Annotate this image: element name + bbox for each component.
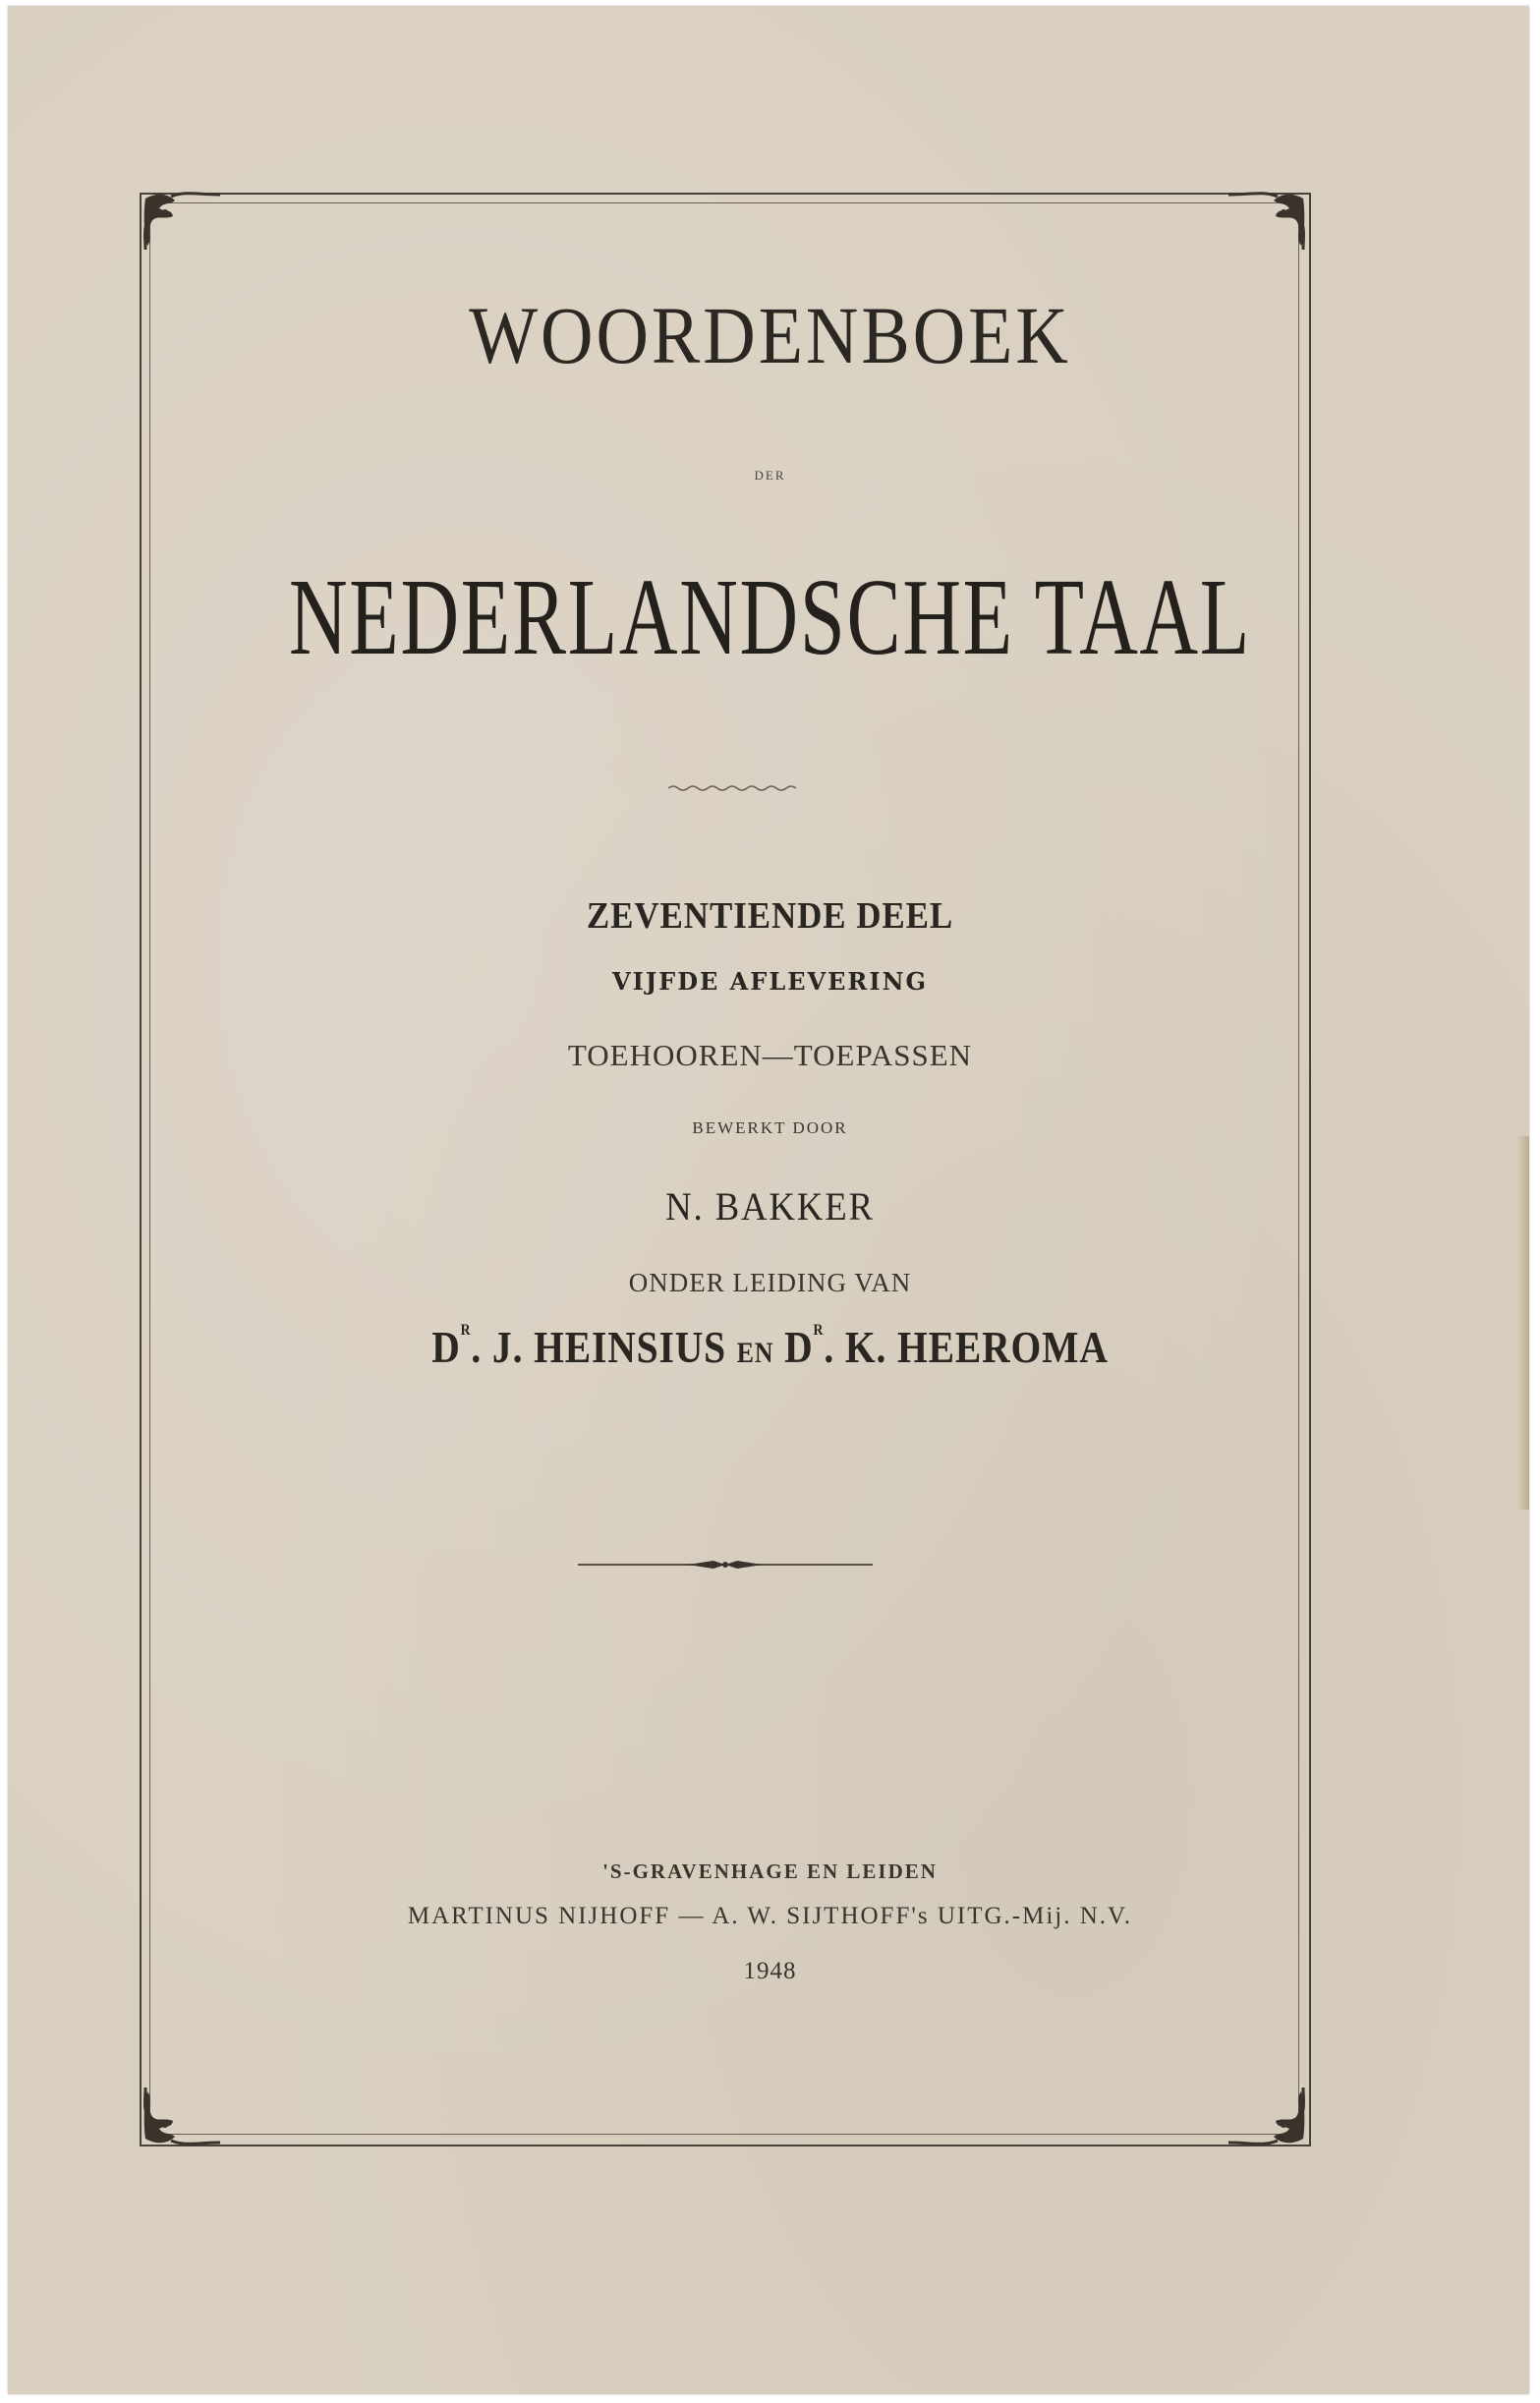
corner-ornament-top-left bbox=[142, 191, 222, 250]
corner-ornament-bottom-right bbox=[1226, 2088, 1307, 2146]
editor-1-name: . J. HEINSIUS bbox=[471, 1322, 727, 1372]
imprint-place: 'S-GRAVENHAGE EN LEIDEN bbox=[602, 1859, 938, 1883]
supervision-label: ONDER LEIDING VAN bbox=[628, 1268, 912, 1297]
editor-2-title: D bbox=[784, 1322, 814, 1372]
editor-1-title-suffix: R bbox=[460, 1322, 472, 1339]
title-connector: DER bbox=[754, 468, 786, 483]
divider-ornament bbox=[578, 1553, 873, 1576]
corner-ornament-bottom-left bbox=[142, 2088, 222, 2146]
editors-conjunction: EN bbox=[736, 1337, 774, 1369]
imprint-publishers: MARTINUS NIJHOFF — A. W. SIJTHOFF's UITG.-Mij. N.V. bbox=[407, 1903, 1133, 1929]
torn-page-edge bbox=[1515, 1136, 1529, 1510]
page-border-inner bbox=[149, 202, 1299, 2135]
editor-2-title-suffix: R bbox=[813, 1322, 825, 1339]
editor-1-title: D bbox=[431, 1322, 461, 1372]
title-line-2: NEDERLANDSCHE TAAL bbox=[288, 555, 1252, 678]
title-line-1: WOORDENBOEK bbox=[469, 291, 1071, 381]
installment: VIJFDE AFLEVERING bbox=[611, 967, 929, 996]
editor-2-name: . K. HEEROMA bbox=[824, 1322, 1109, 1372]
imprint-year: 1948 bbox=[743, 1958, 797, 1984]
entry-range: TOEHOOREN—TOEPASSEN bbox=[567, 1038, 973, 1072]
corner-ornament-top-right bbox=[1226, 191, 1307, 250]
editors-line bbox=[108, 1321, 1433, 1373]
edited-by-label: BEWERKT DOOR bbox=[692, 1118, 848, 1137]
author-name: N. BAKKER bbox=[665, 1184, 875, 1229]
wavy-rule-ornament bbox=[668, 783, 796, 793]
part-number: ZEVENTIENDE DEEL bbox=[586, 895, 954, 937]
